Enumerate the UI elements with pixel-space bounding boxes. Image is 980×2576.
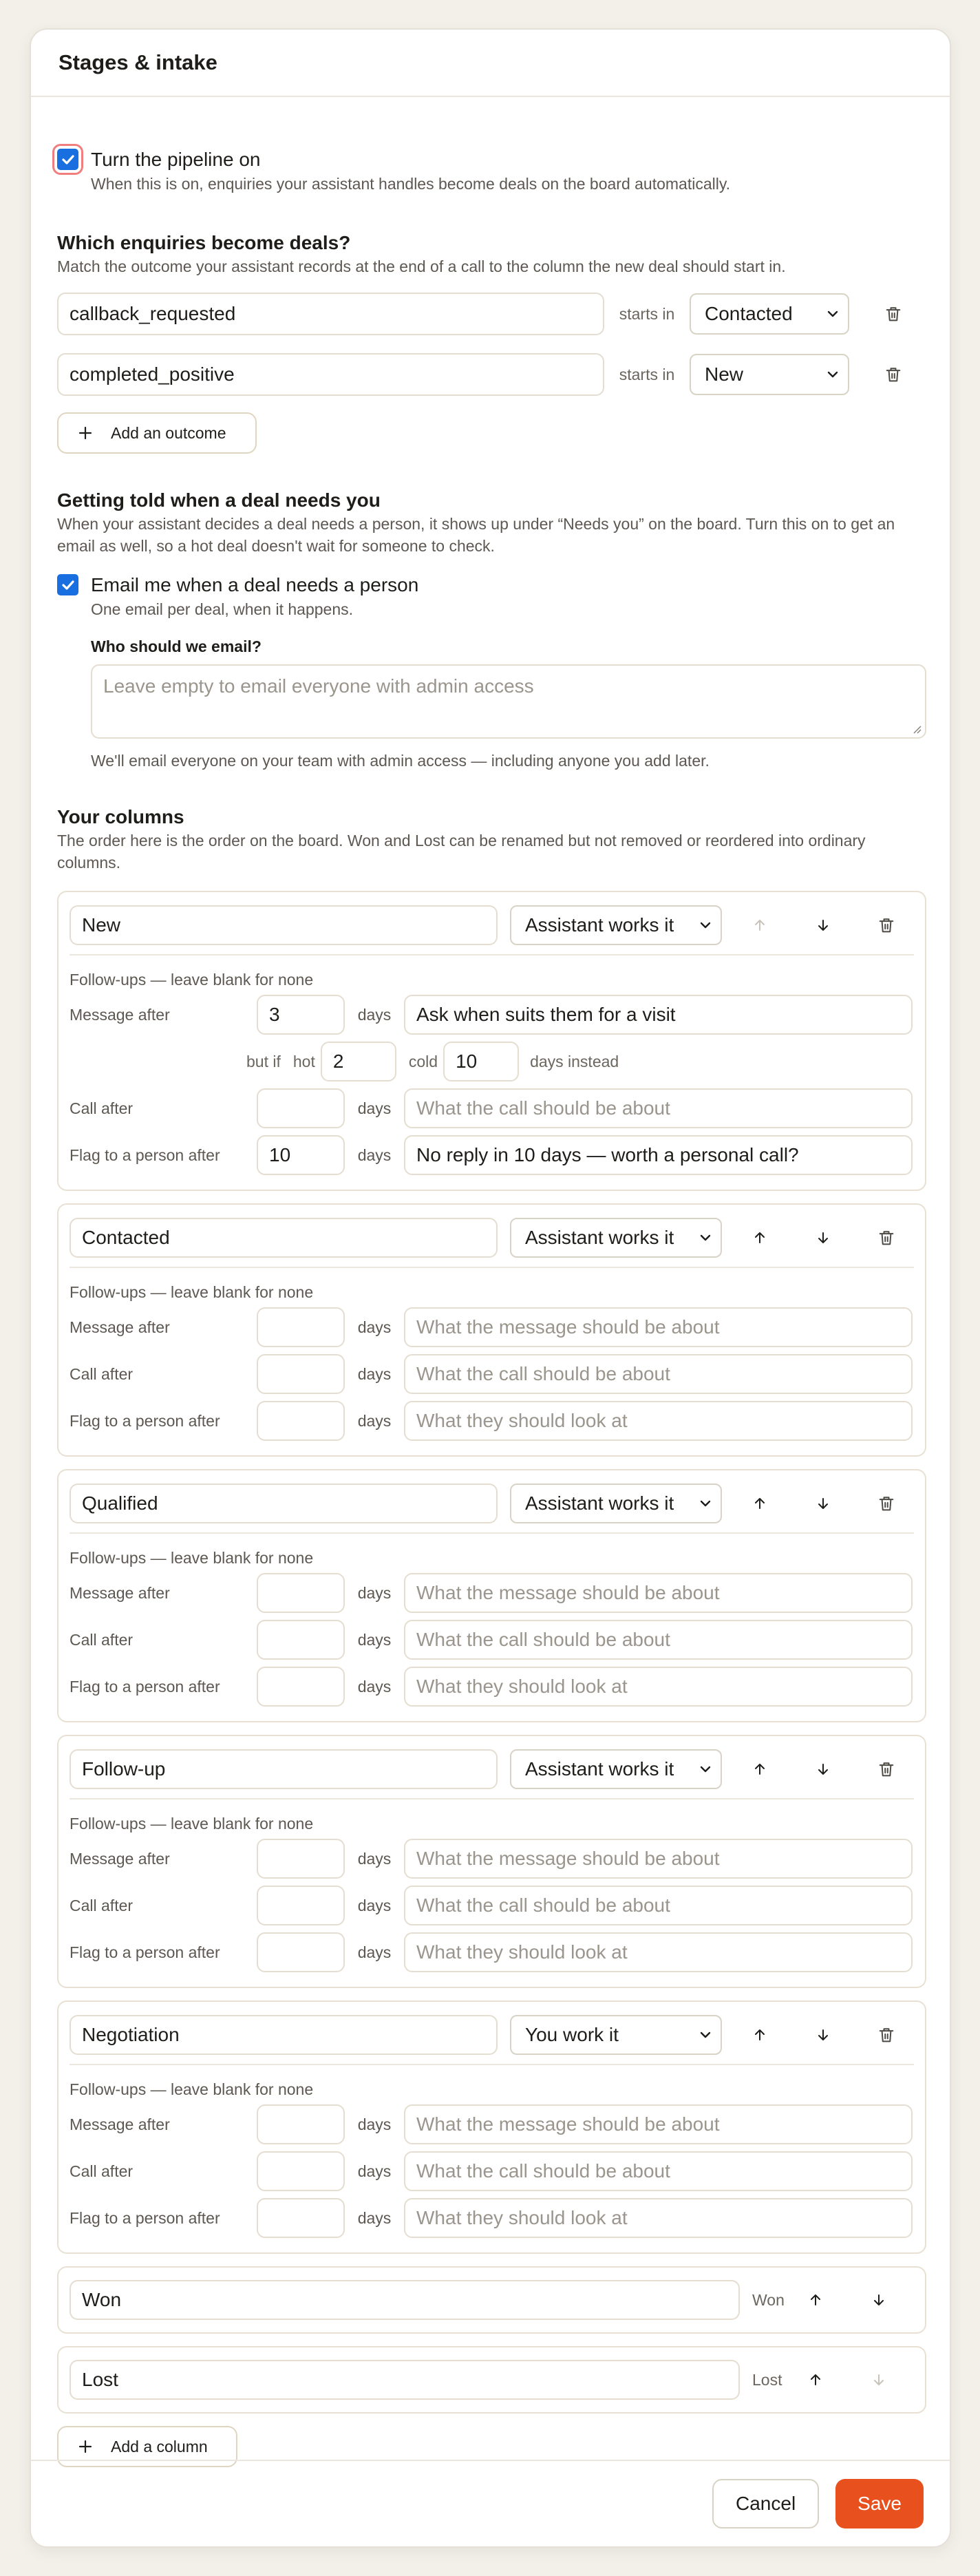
check-icon <box>61 152 76 167</box>
trash-icon <box>877 1760 896 1779</box>
move-down-button[interactable] <box>865 2286 893 2314</box>
chevron-down-icon <box>699 1762 712 1776</box>
flag-days-input[interactable] <box>257 2198 345 2238</box>
call-about-input[interactable]: What the call should be about <box>404 1620 913 1660</box>
trash-icon <box>877 1228 896 1247</box>
hot-days-input[interactable]: 2 <box>321 1042 396 1081</box>
column-name-input[interactable]: New <box>70 905 498 945</box>
outcome-input[interactable]: completed_positive <box>57 353 604 396</box>
days-label: days <box>357 1849 392 1868</box>
call-row <box>58 2148 925 2195</box>
call-days-input[interactable] <box>257 1620 345 1660</box>
arrow-up-icon <box>752 1495 768 1512</box>
enquiries-title: Which enquiries become deals? <box>57 232 351 253</box>
flag-row <box>58 1929 925 1976</box>
message-about-input[interactable]: What the message should be about <box>404 1307 913 1347</box>
column-card <box>57 1735 926 1988</box>
move-down-button[interactable] <box>809 1755 837 1783</box>
chevron-down-icon <box>699 1497 712 1510</box>
flag-label: Flag to a person after <box>70 2208 220 2227</box>
message-days-input[interactable] <box>257 1839 345 1879</box>
flag-row <box>58 1397 925 1444</box>
message-row <box>58 2101 925 2148</box>
column-card <box>57 2000 926 2254</box>
who-email-textarea[interactable] <box>91 664 926 739</box>
call-days-input[interactable] <box>257 2151 345 2191</box>
outcome-row <box>57 292 926 336</box>
followups-title: Follow-ups — leave blank for none <box>70 2080 314 2098</box>
add-outcome-button[interactable] <box>57 412 257 454</box>
trash-icon <box>877 916 896 935</box>
days-label: days <box>357 2162 392 2180</box>
column-mode-select[interactable] <box>510 2015 722 2055</box>
message-label: Message after <box>70 1005 170 1024</box>
days-label: days <box>357 1318 392 1336</box>
move-down-button[interactable] <box>865 2366 893 2394</box>
column-name-input[interactable]: Won <box>70 2280 740 2320</box>
pipeline-checkbox[interactable] <box>57 149 78 170</box>
message-row <box>58 1835 925 1882</box>
notify-desc: When your assistant decides a deal needs a person, it shows up under “Needs you” on the board. Turn this on to get an email as well, so a hot deal doesn't wait for someone to check. <box>57 515 895 555</box>
move-up-button[interactable] <box>802 2366 829 2394</box>
dialog-footer <box>31 2460 950 2546</box>
call-days-input[interactable] <box>257 1886 345 1925</box>
call-days-input[interactable] <box>257 1088 345 1128</box>
followups-title: Follow-ups — leave blank for none <box>70 1548 314 1567</box>
email-checkbox[interactable] <box>57 574 78 595</box>
dialog-title: Stages & intake <box>58 50 217 74</box>
won-tag: Won <box>752 2290 785 2309</box>
move-up-button[interactable] <box>746 911 774 939</box>
days-label: days <box>357 1146 392 1164</box>
start-column-value: New <box>705 363 744 385</box>
move-down-button[interactable] <box>809 911 837 939</box>
chevron-down-icon <box>699 1231 712 1245</box>
lost-tag: Lost <box>752 2370 782 2389</box>
who-email-help: We'll email everyone on your team with admin access — including anyone you add later. <box>91 752 710 770</box>
delete-column-button[interactable] <box>873 2021 900 2049</box>
start-column-value: Contacted <box>705 303 793 324</box>
days-label: days <box>357 2115 392 2133</box>
message-about-input[interactable]: What the message should be about <box>404 2104 913 2144</box>
message-about-input[interactable]: What the message should be about <box>404 1573 913 1613</box>
columns-list <box>57 891 926 2467</box>
flag-days-input[interactable] <box>257 1667 345 1707</box>
flag-label: Flag to a person after <box>70 1943 220 1961</box>
arrow-up-icon <box>752 2027 768 2043</box>
days-label: days <box>357 1411 392 1430</box>
chevron-down-icon <box>826 368 840 381</box>
dialog-header <box>31 30 950 97</box>
email-toggle-sub: One email per deal, when it happens. <box>91 600 354 618</box>
save-button[interactable]: Save <box>835 2479 924 2529</box>
column-mode-select[interactable] <box>510 1218 722 1258</box>
trash-icon <box>877 1494 896 1513</box>
call-row <box>58 1882 925 1929</box>
column-name-input[interactable]: Qualified <box>70 1484 498 1523</box>
call-about-input[interactable]: What the call should be about <box>404 1354 913 1394</box>
delete-outcome-button[interactable] <box>880 300 907 328</box>
column-mode-value: Assistant works it <box>525 1492 674 1514</box>
move-up-button[interactable] <box>802 2286 829 2314</box>
start-column-select[interactable] <box>690 354 849 395</box>
flag-about-input[interactable]: What they should look at <box>404 1401 913 1441</box>
followups-title: Follow-ups — leave blank for none <box>70 970 314 989</box>
call-label: Call after <box>70 1364 134 1383</box>
arrow-down-icon <box>871 2292 887 2308</box>
trash-icon <box>877 2025 896 2045</box>
pipeline-toggle-label: Turn the pipeline on <box>91 149 261 170</box>
column-mode-value: Assistant works it <box>525 1227 674 1248</box>
enquiries-desc: Match the outcome your assistant records at the end of a call to the column the new deal should start in. <box>57 257 786 275</box>
chevron-down-icon <box>826 307 840 321</box>
column-name-input[interactable]: Contacted <box>70 1218 498 1258</box>
flag-row <box>58 1132 925 1179</box>
plus-icon <box>78 2439 93 2454</box>
message-label: Message after <box>70 1849 170 1868</box>
call-label: Call after <box>70 1099 134 1117</box>
flag-row <box>58 2195 925 2241</box>
column-card <box>57 1203 926 1457</box>
days-instead-label: days instead <box>530 1052 619 1070</box>
call-about-input[interactable]: What the call should be about <box>404 2151 913 2191</box>
column-card-won <box>57 2266 926 2334</box>
days-label: days <box>357 1005 392 1024</box>
delete-column-button[interactable] <box>873 1490 900 1517</box>
column-card <box>57 1469 926 1722</box>
column-name-input[interactable]: Negotiation <box>70 2015 498 2055</box>
days-label: days <box>357 2208 392 2227</box>
column-name-input[interactable]: Lost <box>70 2360 740 2400</box>
call-label: Call after <box>70 1630 134 1649</box>
column-mode-select[interactable] <box>510 1484 722 1523</box>
columns-title: Your columns <box>57 806 184 827</box>
call-days-input[interactable] <box>257 1354 345 1394</box>
days-label: days <box>357 1896 392 1914</box>
message-about-input[interactable]: Ask when suits them for a visit <box>404 995 913 1035</box>
message-label: Message after <box>70 1583 170 1602</box>
message-label: Message after <box>70 1318 170 1336</box>
delete-column-button[interactable] <box>873 1224 900 1252</box>
days-label: days <box>357 1099 392 1117</box>
flag-days-input[interactable] <box>257 1401 345 1441</box>
column-mode-select[interactable] <box>510 905 722 945</box>
add-outcome-label: Add an outcome <box>111 423 226 442</box>
move-up-button[interactable] <box>746 1490 774 1517</box>
move-up-button[interactable] <box>746 1224 774 1252</box>
column-mode-value: Assistant works it <box>525 1758 674 1780</box>
pipeline-toggle-group <box>57 149 730 193</box>
followups-title: Follow-ups — leave blank for none <box>70 1814 314 1833</box>
days-label: days <box>357 1364 392 1383</box>
flag-days-input[interactable]: 10 <box>257 1135 345 1175</box>
arrow-up-icon <box>752 1761 768 1777</box>
outcome-input[interactable]: callback_requested <box>57 293 604 335</box>
move-up-button[interactable] <box>746 2021 774 2049</box>
message-row <box>58 991 925 1038</box>
flag-about-input[interactable]: No reply in 10 days — worth a personal call? <box>404 1135 913 1175</box>
flag-about-input[interactable]: What they should look at <box>404 1932 913 1972</box>
column-mode-value: You work it <box>525 2024 619 2045</box>
arrow-up-icon <box>752 1229 768 1246</box>
days-label: days <box>357 1630 392 1649</box>
flag-label: Flag to a person after <box>70 1411 220 1430</box>
call-row <box>58 1085 925 1132</box>
delete-column-button[interactable] <box>873 1755 900 1783</box>
flag-about-input[interactable]: What they should look at <box>404 1667 913 1707</box>
flag-days-input[interactable] <box>257 1932 345 1972</box>
arrow-down-icon <box>815 2027 831 2043</box>
outcome-row <box>57 352 926 397</box>
flag-about-input[interactable]: What they should look at <box>404 2198 913 2238</box>
starts-in-label: starts in <box>619 304 675 323</box>
hot-label: hot <box>292 1052 315 1070</box>
arrow-down-icon <box>871 2372 887 2388</box>
move-down-button[interactable] <box>809 2021 837 2049</box>
call-label: Call after <box>70 2162 134 2180</box>
check-icon <box>61 578 76 593</box>
plus-icon <box>78 425 93 441</box>
message-about-input[interactable]: What the message should be about <box>404 1839 913 1879</box>
message-days-input[interactable] <box>257 1573 345 1613</box>
call-label: Call after <box>70 1896 134 1914</box>
resize-handle-icon[interactable] <box>911 724 922 735</box>
days-label: days <box>357 1677 392 1696</box>
arrow-up-icon <box>807 2372 824 2388</box>
email-toggle-label: Email me when a deal needs a person <box>91 574 419 595</box>
arrow-down-icon <box>815 1495 831 1512</box>
column-card-lost <box>57 2346 926 2414</box>
arrow-up-icon <box>807 2292 824 2308</box>
column-name-input[interactable]: Follow-up <box>70 1749 498 1789</box>
add-column-label: Add a column <box>111 2437 208 2456</box>
notify-title: Getting told when a deal needs you <box>57 489 381 511</box>
delete-outcome-button[interactable] <box>880 361 907 388</box>
columns-desc: The order here is the order on the board. Won and Lost can be renamed but not removed or reordered into ordinary columns. <box>57 832 866 872</box>
start-column-select[interactable] <box>690 293 849 335</box>
message-label: Message after <box>70 2115 170 2133</box>
chevron-down-icon <box>699 918 712 932</box>
move-down-button[interactable] <box>809 1224 837 1252</box>
message-row <box>58 1304 925 1351</box>
days-label: days <box>357 1943 392 1961</box>
days-label: days <box>357 1583 392 1602</box>
message-row <box>58 1570 925 1616</box>
notify-section <box>57 489 926 557</box>
flag-label: Flag to a person after <box>70 1146 220 1164</box>
flag-row <box>58 1663 925 1710</box>
move-up-button[interactable] <box>746 1755 774 1783</box>
email-toggle-group <box>57 574 418 619</box>
trash-icon <box>884 304 903 324</box>
cold-label: cold <box>408 1052 438 1070</box>
message-days-input[interactable] <box>257 2104 345 2144</box>
delete-column-button[interactable] <box>873 911 900 939</box>
chevron-down-icon <box>699 2028 712 2042</box>
call-row <box>58 1616 925 1663</box>
followups-title: Follow-ups — leave blank for none <box>70 1282 314 1301</box>
arrow-down-icon <box>815 917 831 933</box>
stages-intake-dialog <box>30 28 951 2548</box>
column-mode-select[interactable] <box>510 1749 722 1789</box>
cold-days-input[interactable]: 10 <box>443 1042 519 1081</box>
columns-section <box>57 806 926 874</box>
call-about-input[interactable]: What the call should be about <box>404 1886 913 1925</box>
call-row <box>58 1351 925 1397</box>
pipeline-toggle-help: When this is on, enquiries your assistant handles become deals on the board automatically. <box>91 175 731 193</box>
message-days-input[interactable]: 3 <box>257 995 345 1035</box>
message-days-input[interactable] <box>257 1307 345 1347</box>
enquiries-section <box>57 232 926 277</box>
call-about-input[interactable]: What the call should be about <box>404 1088 913 1128</box>
move-down-button[interactable] <box>809 1490 837 1517</box>
hot-cold-row <box>58 1038 925 1085</box>
arrow-down-icon <box>815 1229 831 1246</box>
column-card <box>57 891 926 1191</box>
starts-in-label: starts in <box>619 365 675 383</box>
flag-label: Flag to a person after <box>70 1677 220 1696</box>
who-email-label: Who should we email? <box>91 637 262 655</box>
who-email-placeholder: Leave empty to email everyone with admin access <box>103 675 534 697</box>
arrow-down-icon <box>815 1761 831 1777</box>
arrow-up-icon <box>752 917 768 933</box>
cancel-button[interactable]: Cancel <box>712 2479 819 2529</box>
column-mode-value: Assistant works it <box>525 914 674 936</box>
but-if-label: but if <box>246 1052 281 1070</box>
trash-icon <box>884 365 903 384</box>
